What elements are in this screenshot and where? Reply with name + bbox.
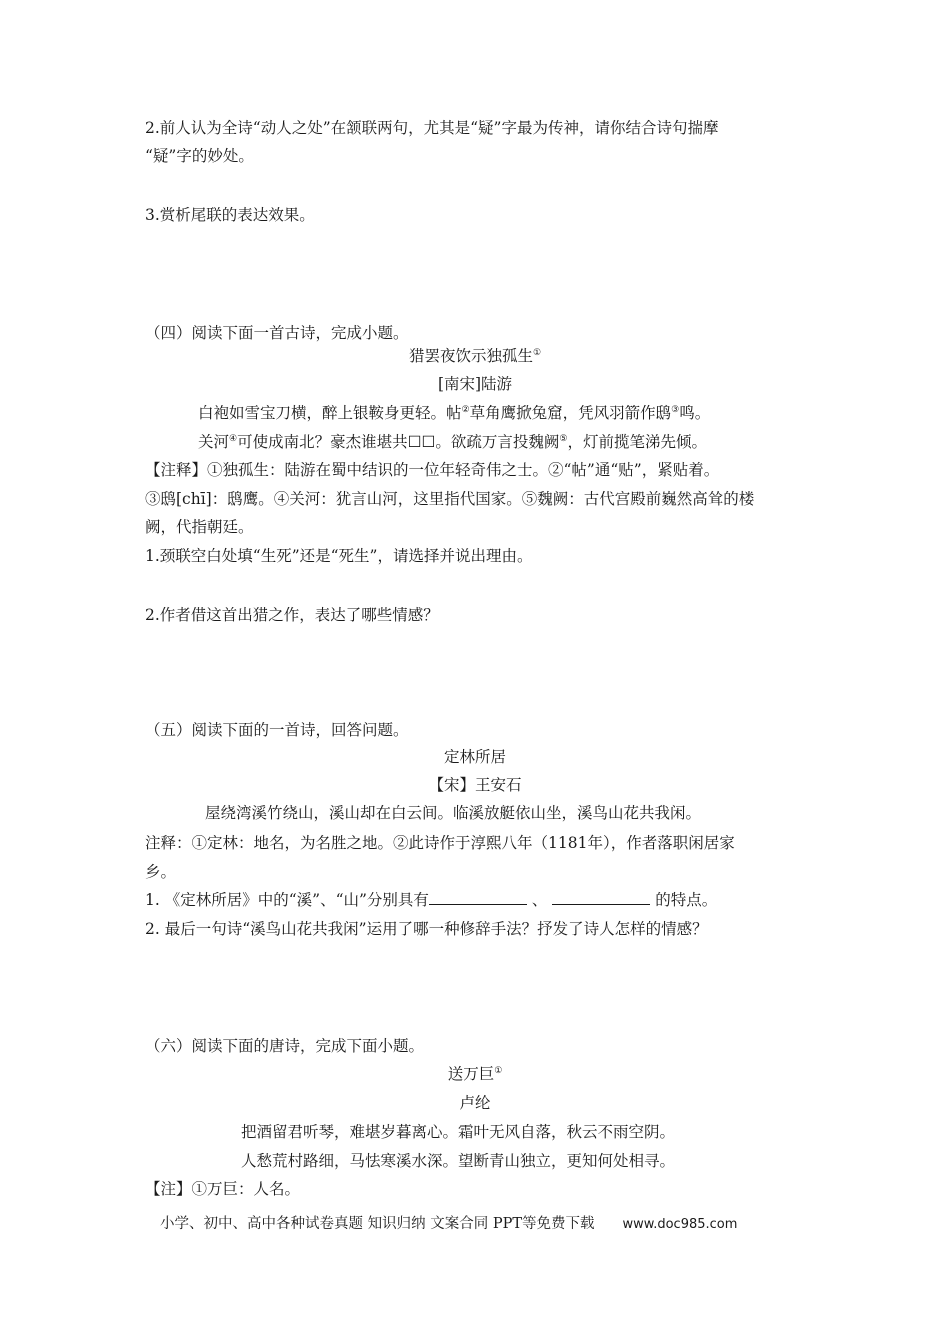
- poem-author: 卢纶: [459, 1094, 491, 1112]
- poem-author: 【宋】王安石: [428, 776, 522, 794]
- poem-verse-2: [198, 431, 707, 453]
- question-2-line-1: 2.前人认为全诗“动人之处”在颔联两句，尤其是“疑”字最为传神，请你结合诗句揣摩: [145, 119, 719, 137]
- question-2-line-2: “疑”字的妙处。: [145, 147, 254, 165]
- poem-verse-1: [198, 402, 710, 424]
- question-text: 1. 《定林所居》中的“溪”、“山”分别具有: [145, 891, 429, 909]
- question-text: 的特点。: [655, 891, 718, 909]
- annotation-line-1: 注释：①定林：地名，为名胜之地。②此诗作于淳熙八年（1181年），作者落职闲居家: [145, 834, 735, 852]
- verse-text: 白袍如雪宝刀横，醉上银鞍身更轻。帖: [198, 404, 462, 422]
- section-4-heading: （四）阅读下面一首古诗，完成小题。: [145, 324, 409, 342]
- footer-text: 小学、初中、高中各种试卷真题 知识归纳 文案合同 PPT等免费下载: [160, 1216, 595, 1232]
- footnote-marker: ④: [229, 433, 238, 444]
- poem-title: [0, 1063, 950, 1085]
- footnote-marker: ①: [532, 347, 542, 358]
- poem-author: [南宋]陆游: [437, 375, 513, 393]
- section-5-heading: （五）阅读下面的一首诗，回答问题。: [145, 721, 409, 739]
- section-4-question-2: 2.作者借这首出猎之作，表达了哪些情感？: [145, 606, 439, 624]
- poem-title: 定林所居: [443, 748, 506, 766]
- annotation-line-2: ③鸱[chī]：鸱鹰。④关河：犹言山河，这里指代国家。⑤魏阙：古代宫殿前巍然高耸的楼: [145, 490, 755, 508]
- verse-text: 鸣。: [679, 404, 711, 422]
- separator: 、: [531, 891, 548, 909]
- poem-verse-1: 把酒留君听琴，难堪岁暮离心。霜叶无风自落，秋云不雨空阴。: [241, 1123, 676, 1141]
- verse-text: 可使成南北？豪杰谁堪共☐☐。欲疏万言投魏阙: [237, 433, 560, 451]
- verse-text: ，灯前揽笔涕先倾。: [567, 433, 707, 451]
- annotation-line-1: 【注释】①独孤生：陆游在蜀中结识的一位年轻奇伟之士。②“帖”通“贴”，紧贴着。: [145, 461, 720, 479]
- poem-verse: 屋绕湾溪竹绕山，溪山却在白云间。临溪放艇依山坐，溪鸟山花共我闲。: [205, 804, 702, 822]
- verse-text: 关河: [198, 433, 230, 451]
- section-5-question-2: 2. 最后一句诗“溪鸟山花共我闲”运用了哪一种修辞手法？抒发了诗人怎样的情感？: [145, 920, 708, 938]
- question-3: 3.赏析尾联的表达效果。: [145, 206, 315, 224]
- answer-blank[interactable]: [552, 890, 650, 905]
- poem-title-text: 送万巨: [447, 1065, 495, 1083]
- section-5-question-1: [145, 889, 717, 911]
- annotation-line-3: 阙，代指朝廷。: [145, 518, 254, 536]
- section-4-question-1: 1.颈联空白处填“生死”还是“死生”，请选择并说出理由。: [145, 547, 533, 565]
- answer-blank[interactable]: [429, 890, 527, 905]
- footnote-marker: ①: [494, 1065, 503, 1076]
- poem-title-text: 猎罢夜饮示独孤生: [408, 347, 533, 365]
- poem-verse-2: 人愁荒村路细，马怯寒溪水深。望断青山独立，更知何处相寻。: [241, 1152, 676, 1170]
- poem-title: [0, 345, 950, 367]
- footnote-marker: ②: [461, 404, 470, 415]
- annotation-line-2: 乡。: [145, 863, 177, 881]
- page-footer: [160, 1212, 737, 1233]
- footer-link[interactable]: www.doc985.com: [622, 1217, 738, 1232]
- section-6-heading: （六）阅读下面的唐诗，完成下面小题。: [145, 1037, 425, 1055]
- annotation: 【注】①万巨：人名。: [145, 1180, 301, 1198]
- footnote-marker: ③: [671, 404, 680, 415]
- footnote-marker: ⑤: [559, 433, 568, 444]
- verse-text: 草角鹰掀兔窟，凭风羽箭作鸱: [469, 404, 672, 422]
